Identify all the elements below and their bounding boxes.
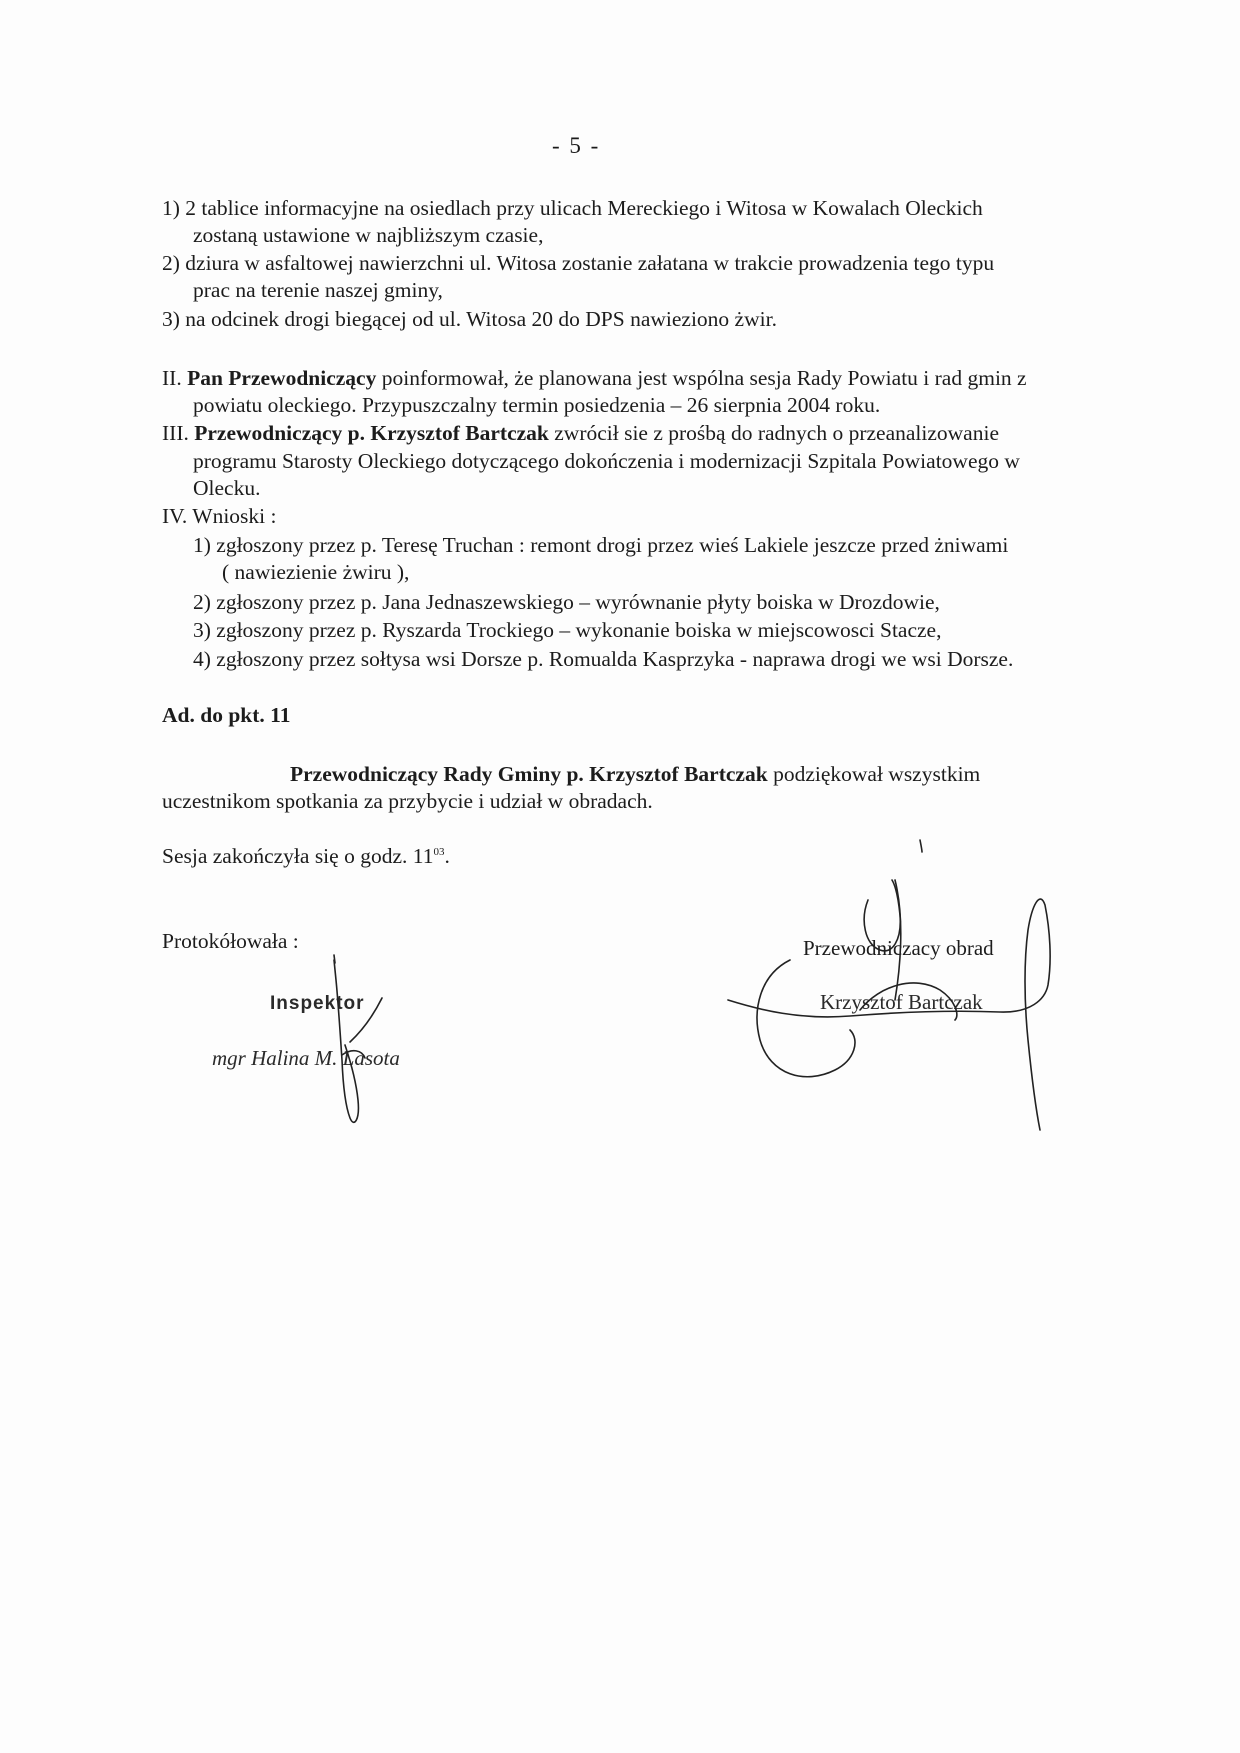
session-end-trail: .	[444, 844, 450, 868]
ad-pkt-heading: Ad. do pkt. 11	[162, 703, 291, 727]
section-iii-bold: Przewodniczący p. Krzysztof Bartczak	[194, 421, 549, 445]
list-item-3-line-1: 3) na odcinek drogi biegącej od ul. Witosa 20 do DPS nawieziono żwir.	[162, 307, 777, 331]
wniosek-3: 3) zgłoszony przez p. Ryszarda Trockiego – wykonanie boiska w miejscowosci Stacze,	[193, 618, 942, 642]
wniosek-1-line-2: ( nawiezienie żwiru ),	[222, 560, 410, 584]
section-iii-rest: zwrócił sie z prośbą do radnych o przeanalizowanie	[554, 421, 999, 445]
page-number: - 5 -	[552, 133, 601, 158]
session-end-minutes: 03	[433, 845, 445, 858]
section-ii-bold: Pan Przewodniczący	[187, 366, 377, 390]
wniosek-2: 2) zgłoszony przez p. Jana Jednaszewskiego – wyrównanie płyty boiska w Drozdowie,	[193, 590, 940, 614]
closing-line-2: uczestnikom spotkania za przybycie i udział w obradach.	[162, 789, 653, 813]
section-iii-numeral: III.	[162, 421, 189, 445]
stamp-left-title: Inspektor	[270, 993, 365, 1014]
list-item-1-line-1: 1) 2 tablice informacyjne na osiedlach przy ulicach Mereckiego i Witosa w Kowalach Oleckich	[162, 196, 983, 220]
section-iii-line-1	[162, 420, 999, 446]
protokolowala-label: Protokółowała :	[162, 929, 299, 953]
closing-line-1	[290, 761, 980, 787]
section-ii-line-2: powiatu oleckiego. Przypuszczalny termin posiedzenia – 26 sierpnia 2004 roku.	[193, 393, 881, 417]
section-ii-rest: poinformował, że planowana jest wspólna sesja Rady Powiatu i rad gmin z	[381, 366, 1027, 390]
list-item-2-line-1: 2) dziura w asfaltowej nawierzchni ul. Witosa zostanie załatana w trakcie prowadzenia tego typu	[162, 251, 995, 275]
session-end-text: Sesja zakończyła się o godz. 11	[162, 844, 434, 868]
closing-bold: Przewodniczący Rady Gminy p. Krzysztof Bartczak	[290, 762, 768, 786]
signature-right	[728, 840, 1050, 1130]
stamp-right-name: Krzysztof Bartczak	[820, 990, 983, 1014]
stamp-right-title: Przewodniczacy obrad	[803, 936, 994, 960]
wniosek-1-line-1: 1) zgłoszony przez p. Teresę Truchan : remont drogi przez wieś Lakiele jeszcze przed żniwami	[193, 533, 1009, 557]
wniosek-4: 4) zgłoszony przez sołtysa wsi Dorsze p. Romualda Kasprzyka - naprawa drogi we wsi Dorsze.	[193, 647, 1014, 671]
list-item-1-line-2: zostaną ustawione w najbliższym czasie,	[193, 223, 544, 247]
list-item-2-line-2: prac na terenie naszej gminy,	[193, 278, 443, 302]
closing-rest: podziękował wszystkim	[773, 762, 981, 786]
session-end	[162, 843, 450, 869]
stamp-left-name: mgr Halina M. Lasota	[212, 1046, 400, 1070]
signature-left	[334, 955, 382, 1122]
section-iii-line-2: programu Starosty Oleckiego dotyczącego dokończenia i modernizacji Szpitala Powiatowego w	[193, 449, 1020, 473]
section-iii-line-3: Olecku.	[193, 476, 261, 500]
section-ii-line-1	[162, 365, 1027, 391]
section-iv-heading: IV. Wnioski :	[162, 504, 277, 528]
section-ii-numeral: II.	[162, 366, 182, 390]
